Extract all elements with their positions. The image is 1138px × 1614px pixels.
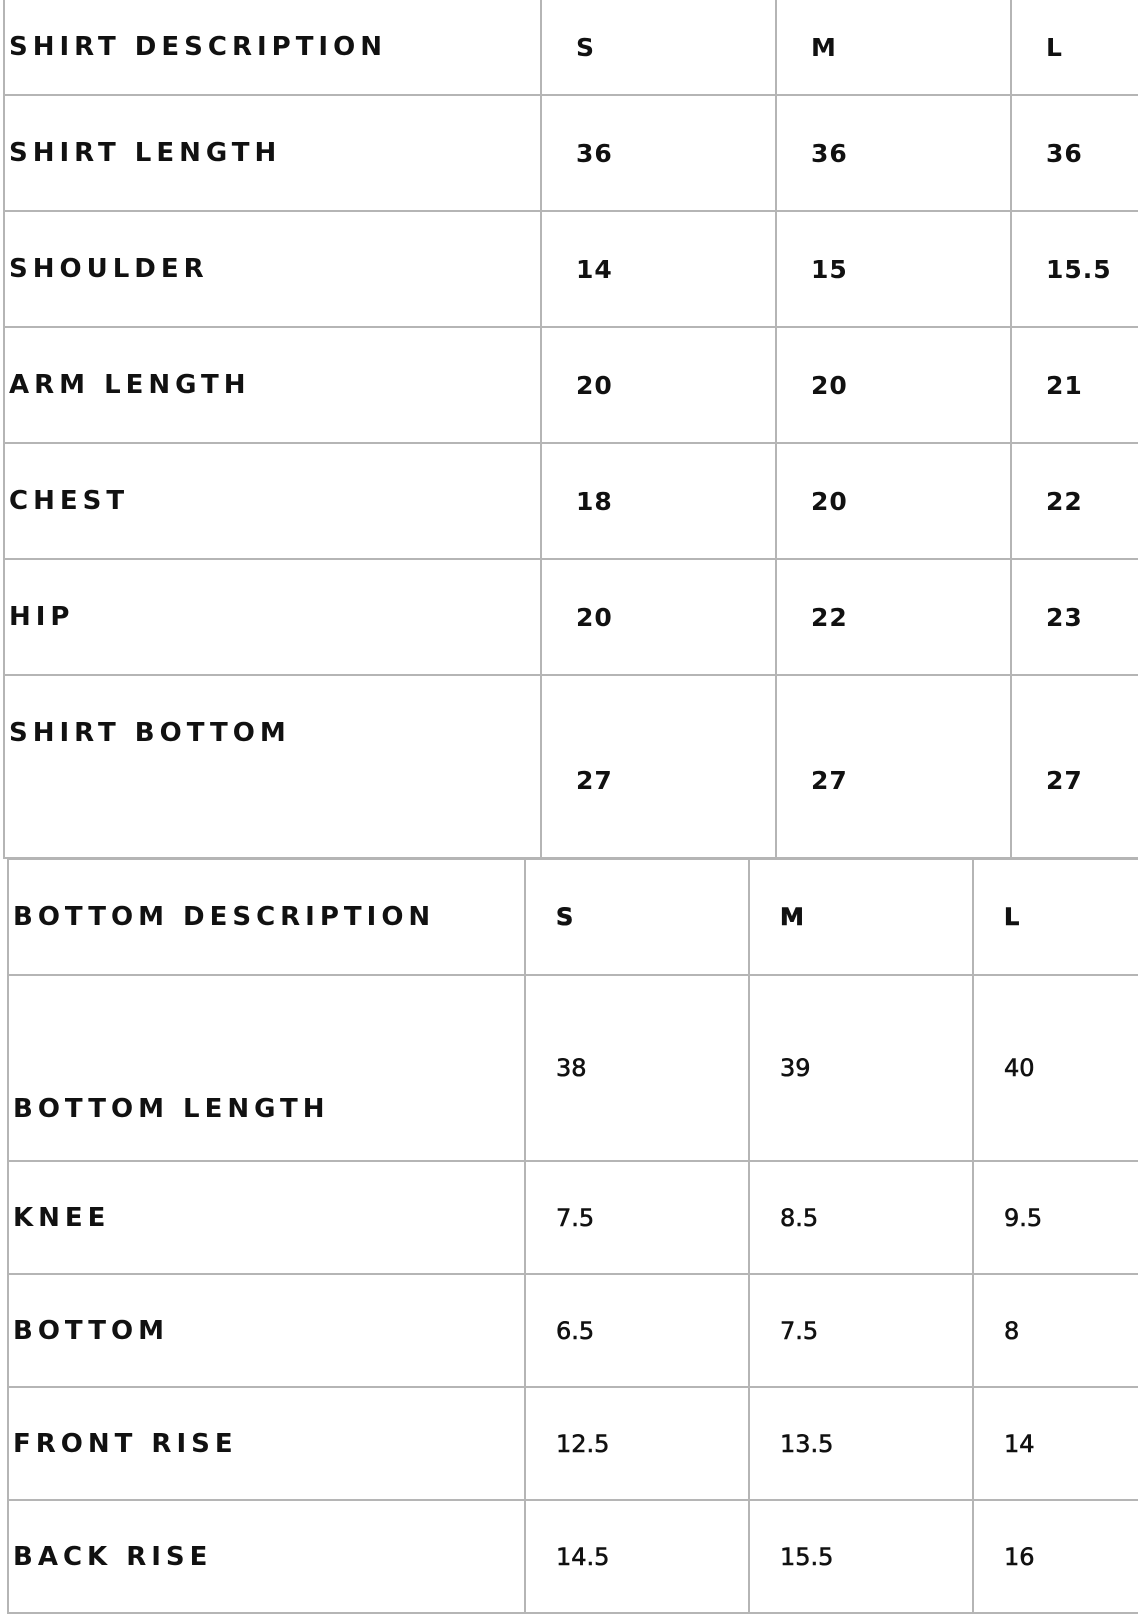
table-row [4,211,1138,327]
table-row [4,95,1138,211]
size-l-value: 16 [973,1500,1138,1613]
shirt-header-row [4,0,1138,95]
row-label: HIP [4,559,541,675]
table-row [8,1161,1138,1274]
size-l-value: 8 [973,1274,1138,1387]
size-l-value: 9.5 [973,1161,1138,1274]
size-s-value: 38 [525,975,749,1161]
size-s-value: 27 [541,675,776,858]
row-label: BOTTOM LENGTH [8,975,525,1161]
table-row [4,559,1138,675]
bottom-description-header: BOTTOM DESCRIPTION [8,859,525,975]
size-m-value: 27 [776,675,1011,858]
row-label: ARM LENGTH [4,327,541,443]
table-row [8,1500,1138,1613]
size-l-value: 23 [1011,559,1138,675]
size-s-value: 20 [541,327,776,443]
size-s-value: 14 [541,211,776,327]
bottom-size-s-header: S [525,859,749,975]
size-s-value: 12.5 [525,1387,749,1500]
row-label: SHIRT BOTTOM [4,675,541,858]
size-l-value: 15.5 [1011,211,1138,327]
size-l-value: 40 [973,975,1138,1161]
size-l-value: 22 [1011,443,1138,559]
row-label: CHEST [4,443,541,559]
size-s-value: 14.5 [525,1500,749,1613]
bottom-size-l-header: L [973,859,1138,975]
size-l-value: 14 [973,1387,1138,1500]
size-s-value: 20 [541,559,776,675]
row-label: BOTTOM [8,1274,525,1387]
row-label: KNEE [8,1161,525,1274]
size-s-value: 7.5 [525,1161,749,1274]
size-l-value: 36 [1011,95,1138,211]
size-m-value: 20 [776,327,1011,443]
row-label: FRONT RISE [8,1387,525,1500]
row-label: SHIRT LENGTH [4,95,541,211]
size-m-value: 7.5 [749,1274,973,1387]
shirt-size-table [3,0,1138,859]
table-row [4,675,1138,858]
table-row [4,443,1138,559]
size-m-value: 36 [776,95,1011,211]
bottom-size-m-header: M [749,859,973,975]
shirt-description-header: SHIRT DESCRIPTION [4,0,541,95]
size-l-value: 27 [1011,675,1138,858]
size-s-value: 36 [541,95,776,211]
row-label: SHOULDER [4,211,541,327]
size-m-value: 15.5 [749,1500,973,1613]
size-m-value: 13.5 [749,1387,973,1500]
size-s-value: 18 [541,443,776,559]
table-row [8,975,1138,1161]
row-label: BACK RISE [8,1500,525,1613]
size-m-value: 20 [776,443,1011,559]
size-m-value: 39 [749,975,973,1161]
table-row [8,1387,1138,1500]
size-m-value: 8.5 [749,1161,973,1274]
shirt-size-l-header: L [1011,0,1138,95]
table-row [4,327,1138,443]
size-s-value: 6.5 [525,1274,749,1387]
size-m-value: 22 [776,559,1011,675]
size-m-value: 15 [776,211,1011,327]
bottom-header-row [8,859,1138,975]
shirt-size-m-header: M [776,0,1011,95]
bottom-size-table [7,858,1138,1614]
shirt-size-s-header: S [541,0,776,95]
table-row [8,1274,1138,1387]
size-l-value: 21 [1011,327,1138,443]
